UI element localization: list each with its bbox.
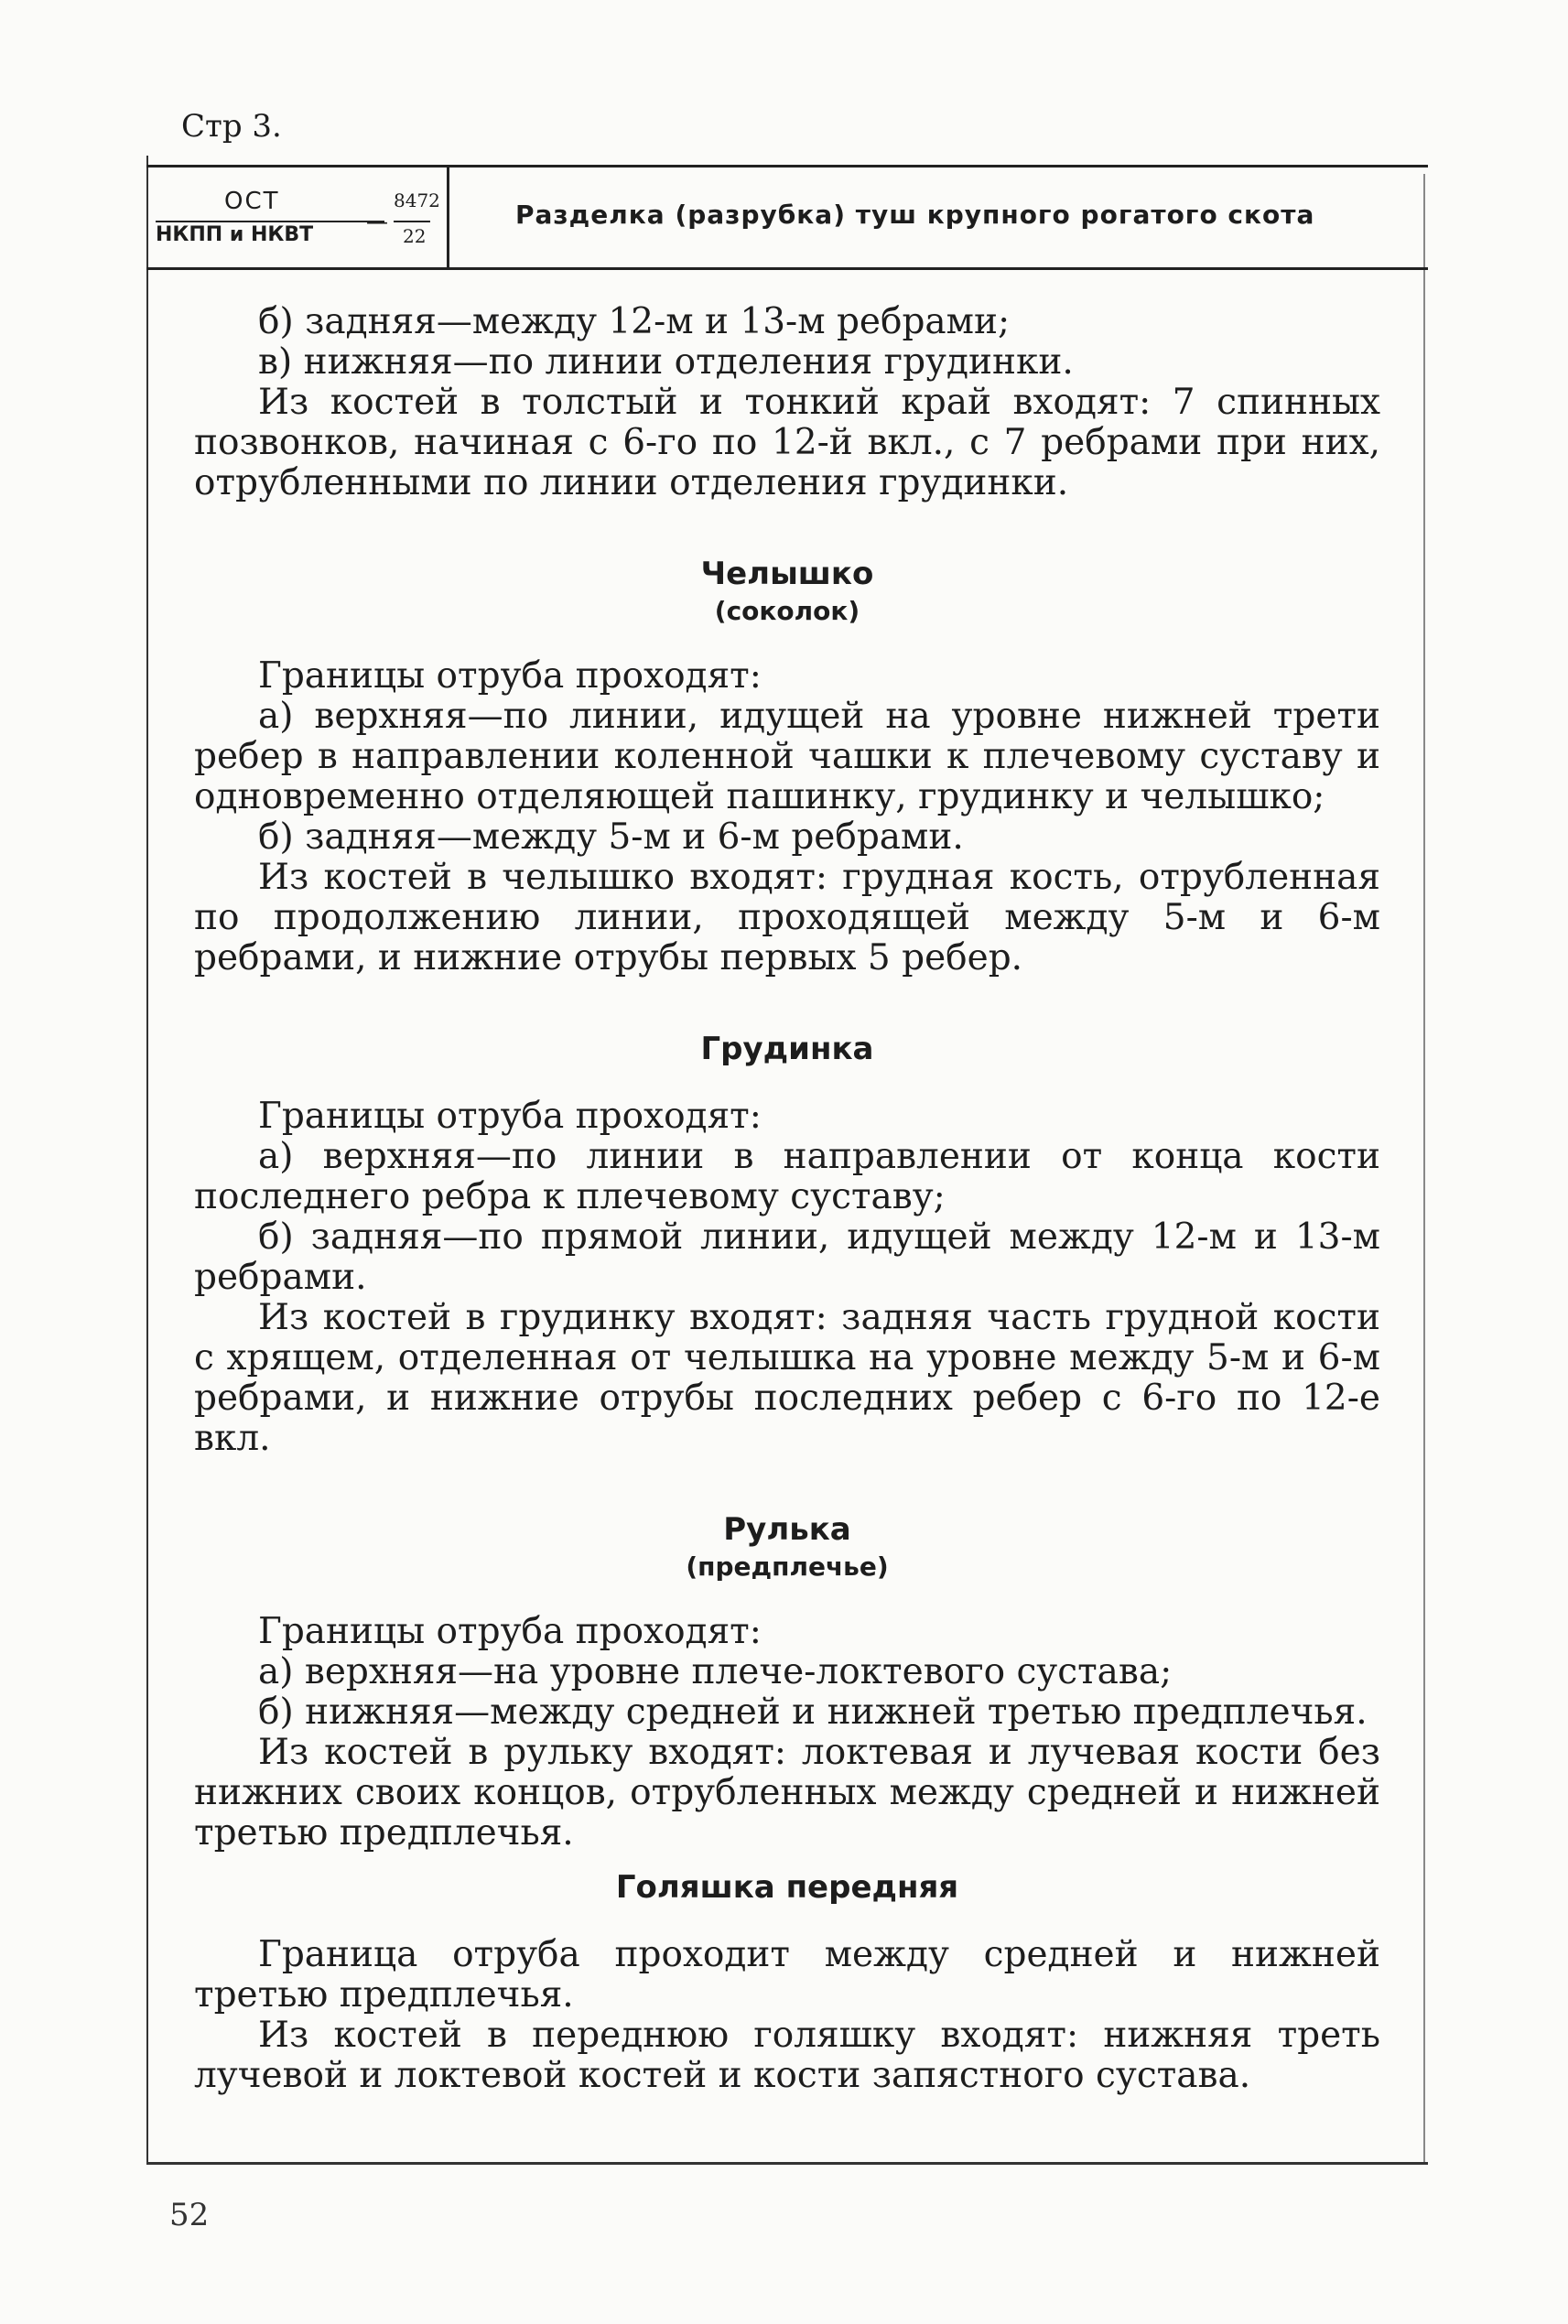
frame-right-border (1423, 174, 1425, 2165)
paragraph: Из костей в челышко входят: грудная кость, отрубленная по продолжению линии, проходящей между 5-м и 6-м ребрами, и нижние отрубы первых 5 ребер. (194, 857, 1380, 978)
paragraph: а) верхняя—по линии в направлении от конца кости последнего ребра к плечевому суставу; (194, 1136, 1380, 1217)
header-title: Разделка (разрубка) туш крупного рогатого скота (515, 200, 1315, 230)
section-grudinka (194, 1029, 1380, 1459)
header-number-line (394, 221, 430, 222)
paragraph: б) задняя—между 12-м и 13-м ребрами; (258, 301, 1011, 342)
section-heading: Грудинка (700, 1031, 874, 1067)
header-organization: НКПП и НКВТ (156, 223, 314, 246)
paragraph: б) задняя—по прямой линии, идущей между 12-м и 13-м ребрами. (194, 1216, 1380, 1298)
header-standard-box (148, 167, 449, 267)
footer-rule (146, 2162, 1428, 2165)
paragraph: Граница отруба проходит между средней и нижней третью предплечья. (194, 1934, 1380, 2016)
header-dash: — (366, 209, 388, 234)
header-year: 22 (403, 225, 427, 247)
header-fraction-line (156, 221, 384, 222)
paragraph: Из костей в грудинку входят: задняя часть грудной кости с хрящем, отделенная от челышка на уровне между 5-м и 6-м ребрами, и нижние отрубы последних ребер с 6-го по 12-е вкл. (194, 1297, 1380, 1459)
section-golyashka (194, 1867, 1380, 2096)
document-body (194, 302, 1380, 2096)
section-rulka (194, 1509, 1380, 1854)
section-intro (194, 302, 1380, 503)
frame-left-border (146, 156, 148, 2165)
paragraph: а) верхняя—на уровне плече-локтевого сустава; (258, 1651, 1173, 1692)
paragraph: б) нижняя—между средней и нижней третью предплечья. (258, 1692, 1368, 1733)
section-heading: Рулька (723, 1511, 851, 1548)
paragraph: Границы отруба проходят: (258, 1096, 762, 1137)
paragraph: Из костей в толстый и тонкий край входят: 7 спинных позвонков, начиная с 6-го по 12-й вкл., с 7 ребрами при них, отрубленными по линии отделения грудинки. (194, 382, 1380, 503)
page-number: 52 (169, 2197, 210, 2233)
page-label: Стр 3. (181, 108, 282, 145)
paragraph: Границы отруба проходят: (258, 655, 762, 697)
section-heading: Челышко (700, 556, 874, 592)
section-subheading: (предплечье) (686, 1551, 889, 1582)
paragraph: Из костей в переднюю голяшку входят: нижняя треть лучевой и локтевой костей и кости запястного сустава. (194, 2015, 1380, 2096)
section-heading: Голяшка передняя (615, 1869, 959, 1906)
header-standard-number: 8472 (394, 189, 440, 211)
paragraph: в) нижняя—по линии отделения грудинки. (258, 341, 1074, 383)
paragraph: б) задняя—между 5-м и 6-м ребрами. (258, 816, 964, 858)
header-ost: ОСТ (224, 188, 280, 215)
paragraph: а) верхняя—по линии, идущей на уровне нижней трети ребер в направлении коленной чашки к плечевому суставу и одновременно отделяющей пашинку, грудинку и челышко; (194, 696, 1380, 817)
header-bottom-rule (146, 267, 1428, 270)
paragraph: Из костей в рульку входят: локтевая и лучевая кости без нижних своих концов, отрубленных между средней и нижней третью предплечья. (194, 1732, 1380, 1854)
section-subheading: (соколок) (714, 596, 860, 626)
section-chelyshko (194, 554, 1380, 978)
paragraph: Границы отруба проходят: (258, 1611, 762, 1652)
